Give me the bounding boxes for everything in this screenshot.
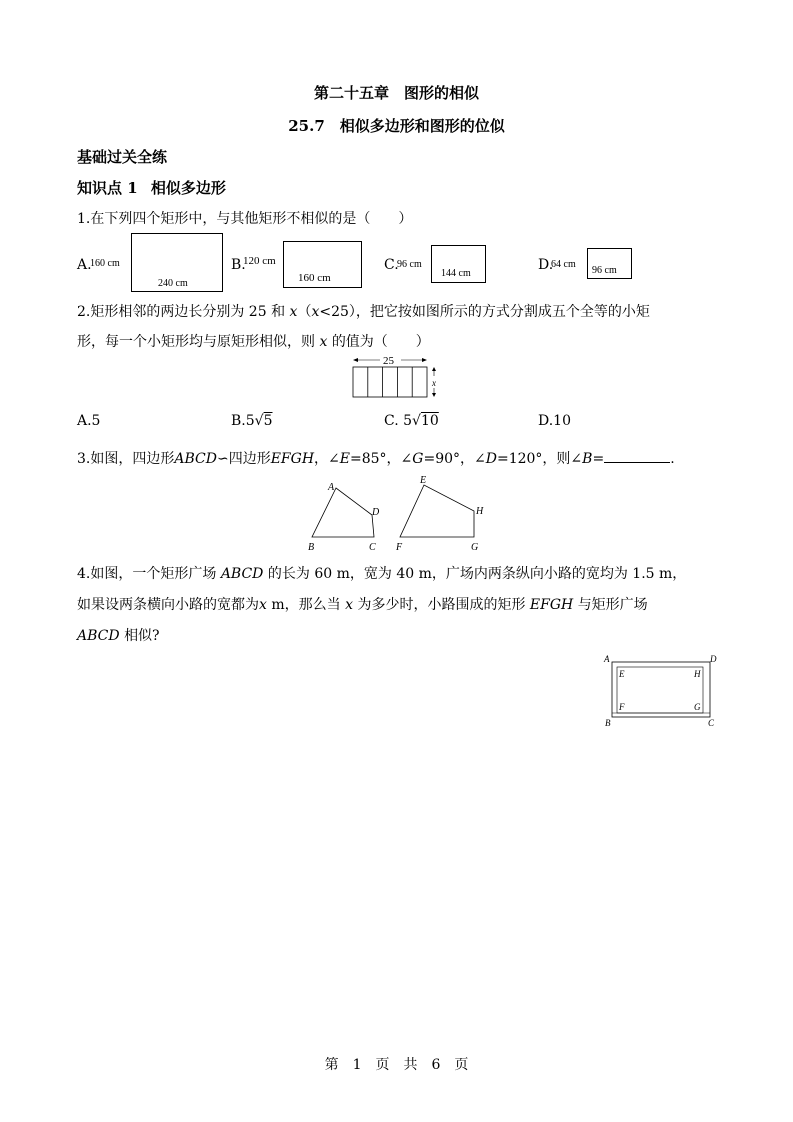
svg-text:A: A (604, 654, 610, 664)
option-label: B. (231, 257, 246, 273)
q2-option-a[interactable]: A.5 (77, 413, 101, 429)
section-heading: 基础过关全练 (77, 148, 168, 166)
section-title: 25.7 相似多边形和图形的位似 (288, 117, 505, 135)
knowledge-point-title: 相似多边形 (150, 179, 226, 197)
q2-option-c[interactable]: C. 5√10 (384, 413, 439, 429)
option-label: A. (77, 257, 92, 273)
q1-b-side: 120 cm (243, 255, 276, 267)
q1-stem: 1.在下列四个矩形中，与其他矩形不相似的是（ ） (77, 211, 413, 227)
svg-text:B: B (308, 542, 315, 553)
knowledge-point (77, 177, 226, 198)
svg-text:E: E (420, 475, 427, 486)
svg-text:H: H (694, 669, 701, 679)
svg-text:E: E (619, 669, 625, 679)
q1-a-bottom: 240 cm (158, 278, 188, 289)
chapter-title: 第二十五章 图形的相似 (313, 84, 479, 102)
q2-fig-side-label: x (432, 378, 436, 388)
q2-option-d[interactable]: D.10 (538, 413, 571, 429)
page-footer: 第 1 页 共 6 页 (324, 1057, 469, 1073)
svg-text:C: C (369, 542, 376, 553)
q2-figure (346, 352, 446, 402)
q4-line1: 4.如图，一个矩形广场 ABCD 的长为 60 m，宽为 40 m，广场内两条纵向小路的宽均为 1.5 m， (77, 566, 687, 582)
q1-c-side: 96 cm (397, 259, 422, 270)
q1-c-bottom: 144 cm (441, 268, 471, 279)
svg-text:C: C (708, 718, 715, 728)
svg-text:F: F (619, 702, 625, 712)
q3-stem: 3.如图，四边形ABCD∽四边形EFGH，∠E=85°，∠G=90°，∠D=120°，则∠B= . (77, 448, 675, 468)
option-label: C. (384, 257, 399, 273)
svg-text:G: G (471, 542, 479, 553)
svg-text:G: G (694, 702, 701, 712)
svg-text:F: F (396, 542, 403, 553)
q3-answer-blank[interactable] (604, 448, 670, 463)
svg-text:A: A (328, 482, 335, 493)
q1-d-bottom: 96 cm (592, 265, 617, 276)
q1-b-bottom: 160 cm (298, 272, 331, 284)
svg-text:D: D (710, 654, 717, 664)
q1-d-side: 64 cm (551, 259, 576, 270)
q3-figure (300, 470, 500, 555)
q2-line2: 形，每一个小矩形均与原矩形相似，则 x 的值为（ ） (77, 334, 430, 350)
q4-line3: ABCD 相似? (77, 628, 160, 644)
svg-text:B: B (605, 718, 611, 728)
svg-text:H: H (476, 506, 484, 517)
q4-line2: 如果设两条横向小路的宽都为x m，那么当 x 为多少时，小路围成的矩形 EFGH 与矩形广场 (77, 597, 648, 613)
option-label: D. (538, 257, 554, 273)
q4-figure (598, 650, 723, 732)
q2-fig-top-label: 25 (383, 355, 394, 367)
knowledge-point-label: 知识点 1 (77, 179, 138, 197)
q1-a-side: 160 cm (90, 258, 120, 269)
q2-option-b[interactable]: B.5√5 (231, 413, 273, 429)
svg-text:D: D (372, 507, 380, 518)
q2-line1: 2.矩形相邻的两边长分别为 25 和 x（x<25），把它按如图所示的方式分割成五个全等的小矩 (77, 304, 650, 320)
